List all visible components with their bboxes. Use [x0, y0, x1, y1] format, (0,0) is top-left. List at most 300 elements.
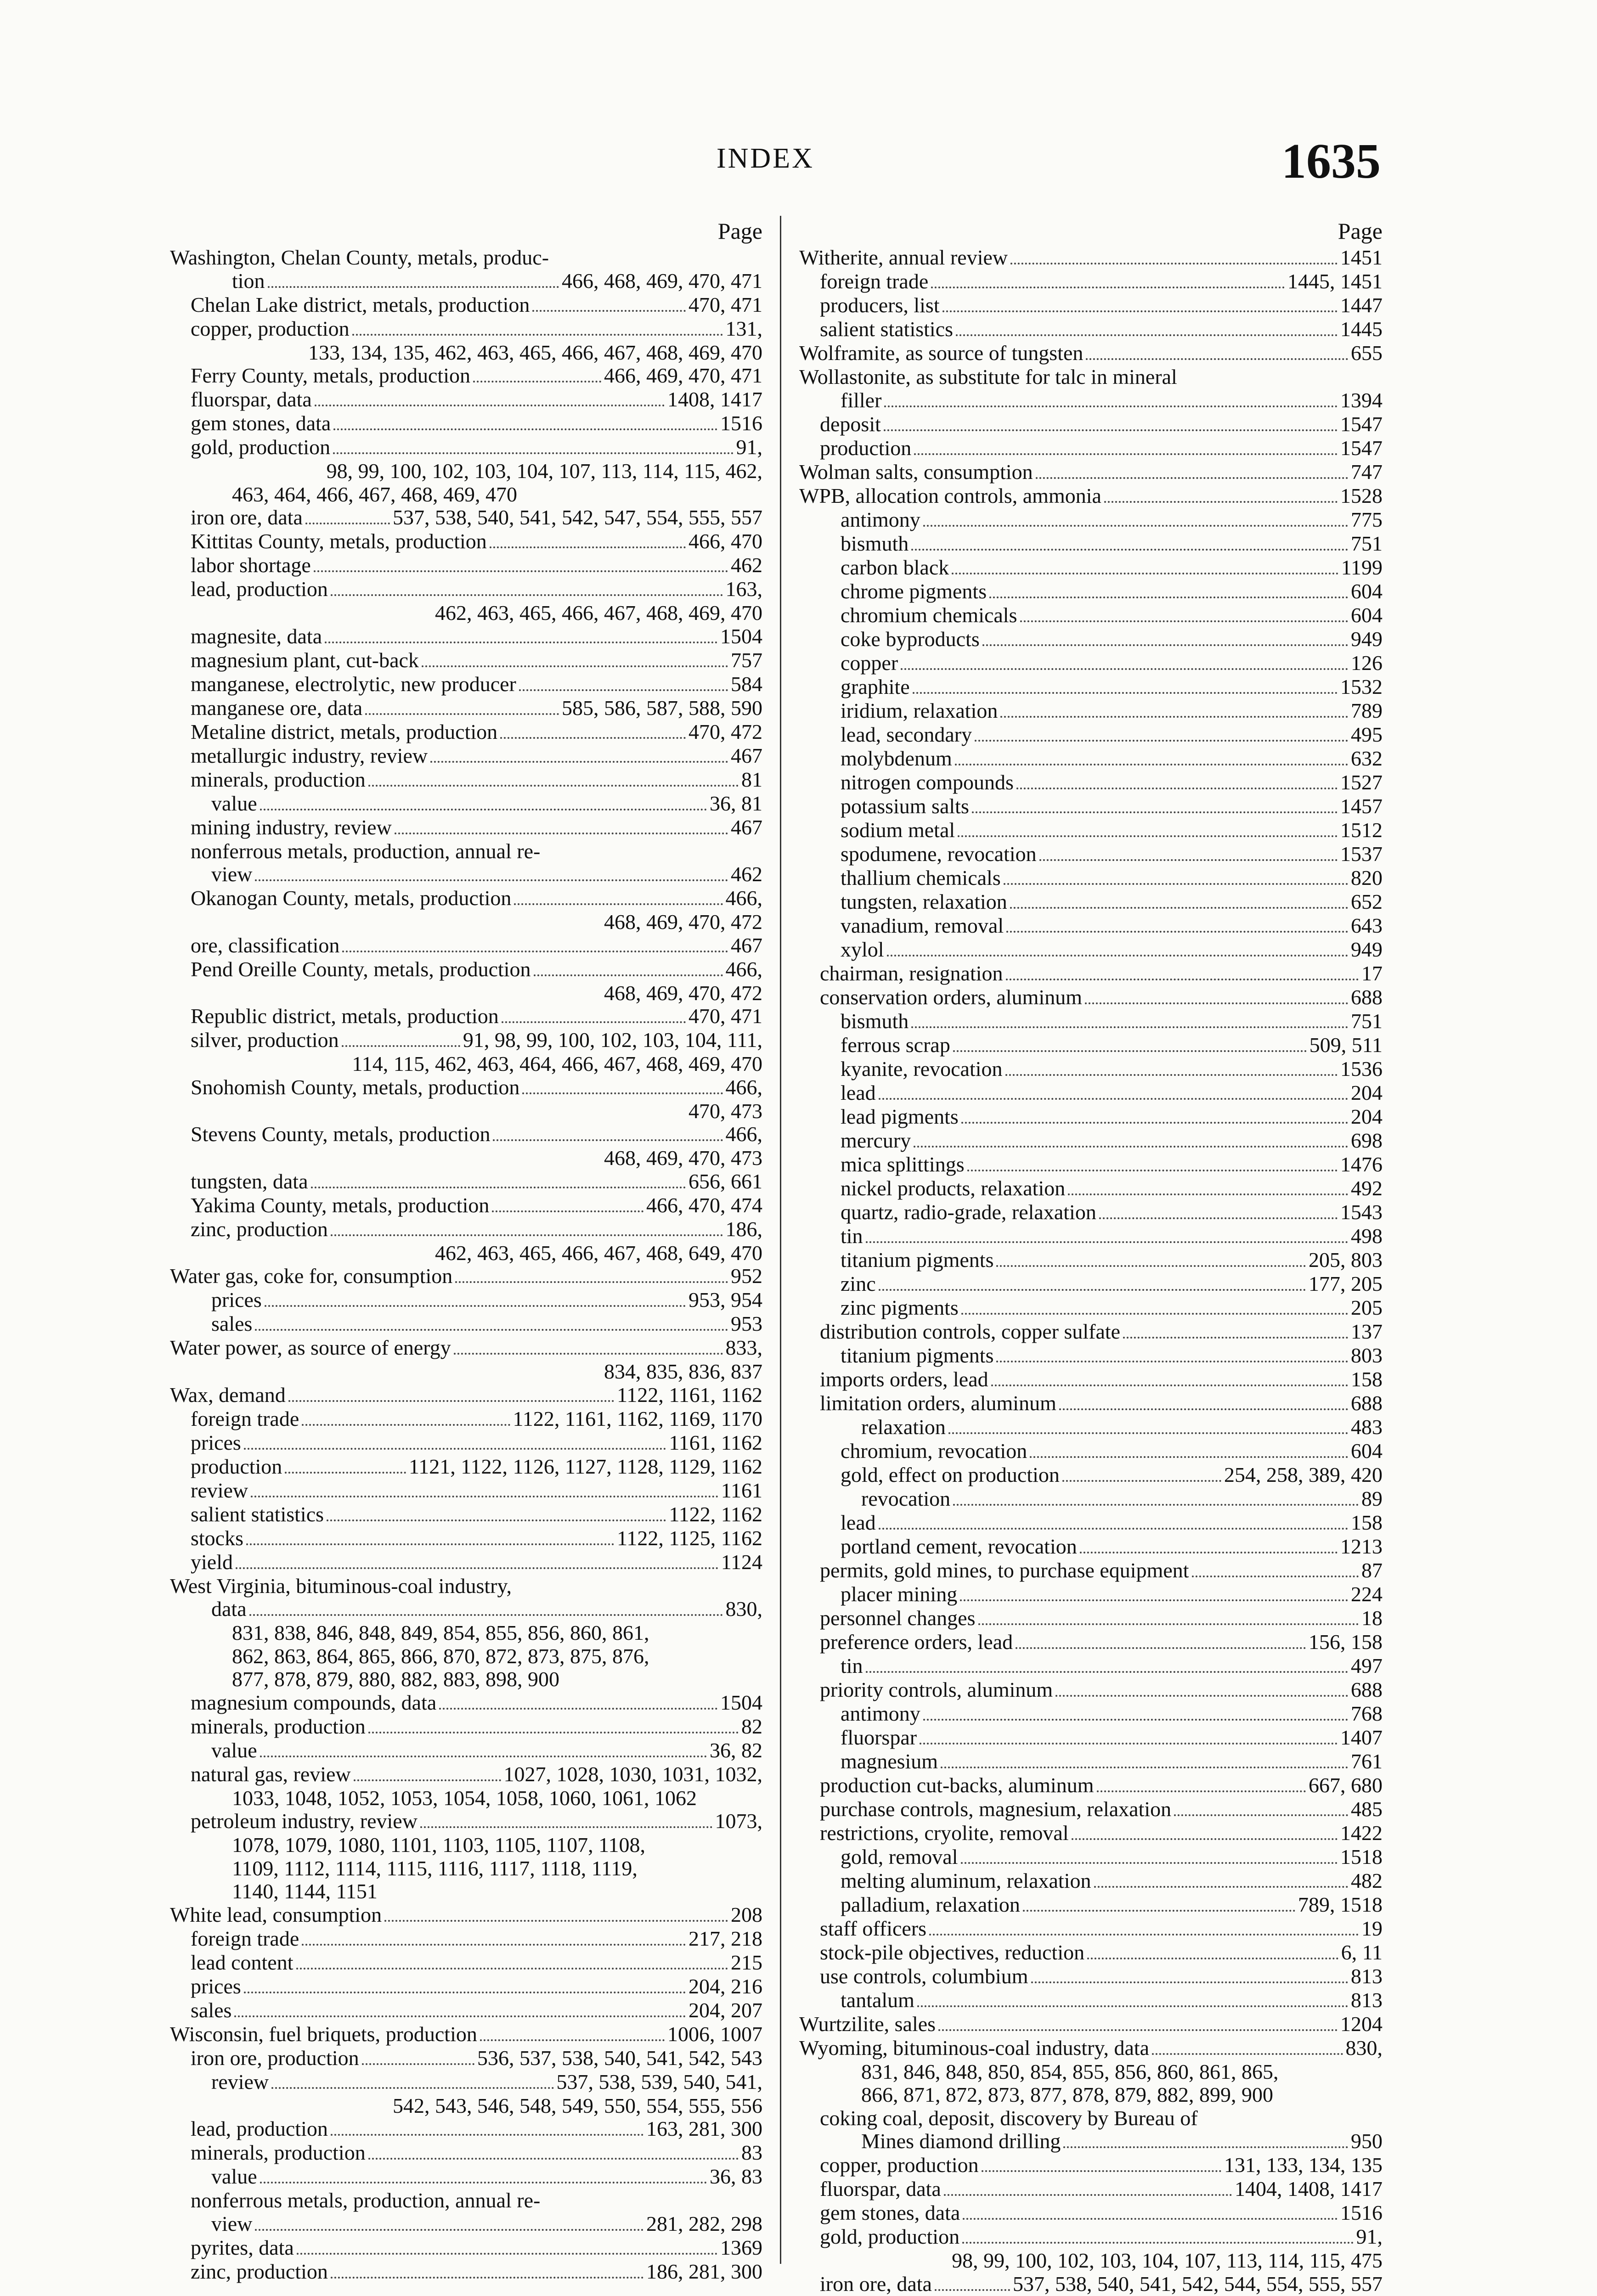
- entry-term: graphite: [841, 675, 910, 698]
- dot-leader: [362, 2063, 474, 2065]
- entry-pages: 803: [1351, 1343, 1383, 1367]
- entry-pages: 254, 258, 389, 420: [1224, 1463, 1383, 1486]
- dot-leader: [1031, 1981, 1348, 1983]
- dot-leader: [1055, 1695, 1348, 1697]
- index-entry: [799, 1487, 1383, 1511]
- entry-pages: 953, 954: [688, 1288, 762, 1311]
- entry-pages: 688: [1351, 1391, 1383, 1415]
- entry-term: White lead, consumption: [170, 1902, 382, 1926]
- index-entry: [170, 1194, 762, 1218]
- entry-term: portland cement, revocation: [841, 1534, 1077, 1558]
- index-entry: [799, 2037, 1383, 2060]
- index-entry: [170, 1575, 762, 1598]
- dot-leader: [395, 833, 728, 834]
- dot-leader: [1016, 788, 1337, 789]
- page-refs-continued: 468, 469, 470, 472: [604, 981, 762, 1005]
- dot-leader: [961, 1862, 1338, 1864]
- index-entry: [170, 1384, 762, 1407]
- entry-term: lead pigments: [841, 1104, 959, 1128]
- entry-pages: 751: [1351, 531, 1383, 555]
- entry-term: Wollastonite, as substitute for talc in mineral: [799, 365, 1177, 388]
- entry-term: value: [211, 1738, 257, 1762]
- index-entry: [799, 819, 1383, 843]
- dot-leader: [1059, 1408, 1348, 1410]
- index-entry: [799, 413, 1383, 437]
- index-entry: [170, 1903, 762, 1927]
- entry-pages: 584: [731, 672, 762, 696]
- index-entry: [170, 1880, 762, 1903]
- entry-term: salient statistics: [820, 317, 954, 341]
- entry-term: value: [211, 791, 257, 815]
- dot-leader: [500, 737, 686, 739]
- entry-term: titanium pigments: [841, 1248, 994, 1272]
- page-refs-continued: 862, 863, 864, 865, 866, 870, 872, 873, 875, 876,: [232, 1644, 649, 1668]
- dot-leader: [1020, 620, 1349, 622]
- entry-pages: 208: [731, 1902, 762, 1926]
- entry-term: Wolframite, as source of tungsten: [799, 341, 1083, 365]
- page-column-label: Page: [717, 218, 762, 244]
- dot-leader: [420, 1826, 712, 1828]
- index-entry: [170, 649, 762, 673]
- entry-term: chromium, revocation: [841, 1439, 1027, 1463]
- entry-pages: 215: [731, 1950, 762, 1974]
- entry-term: manganese ore, data: [191, 696, 363, 720]
- index-entry: [799, 1869, 1383, 1893]
- entry-pages: 497: [1351, 1654, 1383, 1677]
- dot-leader: [866, 1241, 1348, 1243]
- index-entry: [170, 1975, 762, 1999]
- entry-pages: 186,: [725, 1217, 762, 1241]
- index-entry: [170, 2094, 762, 2118]
- index-entry: [799, 1941, 1383, 1965]
- index-entry: [799, 1058, 1383, 1081]
- index-entry: [170, 2189, 762, 2212]
- entry-term: production: [820, 436, 912, 460]
- dot-leader: [901, 668, 1348, 670]
- page-column-label: Page: [1337, 218, 1383, 244]
- entry-term: zinc, production: [191, 2259, 328, 2283]
- entry-term: Pend Oreille County, metals, production: [191, 957, 531, 981]
- entry-pages: 830,: [1345, 2036, 1383, 2060]
- index-entry: [170, 1857, 762, 1880]
- dot-leader: [271, 2087, 553, 2089]
- index-entry: [799, 1034, 1383, 1058]
- dot-leader: [1094, 1886, 1349, 1888]
- page-refs-continued: 834, 835, 836, 837: [604, 1360, 762, 1383]
- dot-leader: [982, 644, 1348, 646]
- entry-pages: 949: [1351, 937, 1383, 961]
- dot-leader: [1097, 1790, 1306, 1792]
- entry-pages: 1073,: [715, 1809, 762, 1833]
- page-refs-continued: 98, 99, 100, 102, 103, 104, 107, 113, 114, 115, 462,: [326, 459, 762, 483]
- entry-pages: 466, 469, 470, 471: [604, 364, 762, 387]
- index-entry: [170, 625, 762, 649]
- entry-term: gold, effect on production: [841, 1463, 1060, 1486]
- index-entry: [170, 388, 762, 412]
- index-entry: [799, 747, 1383, 771]
- dot-leader: [982, 2170, 1221, 2172]
- index-entry: [799, 294, 1383, 318]
- index-entry: [799, 843, 1383, 867]
- entry-term: thallium chemicals: [841, 866, 1001, 889]
- page-refs-continued: 462, 463, 465, 466, 467, 468, 469, 470: [435, 601, 762, 625]
- entry-term: xylol: [841, 937, 884, 961]
- index-entry: [799, 652, 1383, 675]
- dot-leader: [1006, 931, 1348, 933]
- entry-term: Chelan Lake district, metals, production: [191, 293, 530, 316]
- dot-leader: [879, 1528, 1348, 1530]
- entry-pages: 1122, 1161, 1162, 1169, 1170: [513, 1407, 762, 1430]
- index-entry: [799, 771, 1383, 795]
- index-entry: [799, 1416, 1383, 1440]
- dot-leader: [938, 2029, 1337, 2031]
- index-entry: [799, 1511, 1383, 1535]
- dot-leader: [502, 1021, 686, 1023]
- index-entry: [799, 1105, 1383, 1129]
- dot-leader: [422, 665, 728, 667]
- entry-term: fluorspar, data: [820, 2177, 941, 2200]
- dot-leader: [879, 1289, 1306, 1291]
- index-entry: [799, 1726, 1383, 1750]
- entry-pages: 656, 661: [688, 1169, 762, 1193]
- dot-leader: [962, 2242, 1353, 2244]
- entry-term: Washington, Chelan County, metals, produc-: [170, 246, 549, 269]
- entry-term: WPB, allocation controls, ammonia: [799, 484, 1101, 507]
- entry-pages: 224: [1351, 1582, 1383, 1606]
- dot-leader: [514, 903, 722, 905]
- index-entry: [799, 1678, 1383, 1702]
- entry-term: Water gas, coke for, consumption: [170, 1264, 453, 1288]
- index-entry: [799, 2225, 1383, 2249]
- dot-leader: [1006, 979, 1359, 980]
- entry-term: silver, production: [191, 1028, 339, 1052]
- index-entry: [170, 483, 762, 506]
- entry-pages: 1447: [1340, 293, 1383, 317]
- entry-term: mining industry, review: [191, 815, 392, 839]
- index-entry: [799, 986, 1383, 1010]
- entry-pages: 652: [1351, 889, 1383, 913]
- dot-leader: [327, 1519, 666, 1521]
- entry-term: zinc: [841, 1272, 876, 1295]
- index-entry: [799, 1535, 1383, 1559]
- index-entry: [799, 914, 1383, 938]
- index-entry: [799, 1798, 1383, 1822]
- entry-pages: 1476: [1340, 1152, 1383, 1176]
- dot-leader: [255, 2229, 643, 2231]
- entry-term: use controls, columbium: [820, 1964, 1028, 1988]
- dot-leader: [315, 405, 665, 406]
- dot-leader: [1085, 1002, 1348, 1004]
- index-entry: [799, 1344, 1383, 1368]
- entry-pages: 688: [1351, 985, 1383, 1009]
- entry-pages: 158: [1351, 1367, 1383, 1391]
- dot-leader: [1072, 1838, 1337, 1840]
- dot-leader: [1010, 907, 1348, 909]
- entry-pages: 462: [731, 862, 762, 886]
- entry-pages: 789, 1518: [1298, 1892, 1383, 1916]
- entry-pages: 655: [1351, 341, 1383, 365]
- entry-pages: 1006, 1007: [667, 2022, 762, 2046]
- entry-pages: 470, 472: [688, 720, 762, 743]
- index-entry: [799, 2130, 1383, 2154]
- index-entry: [170, 1052, 762, 1076]
- entry-pages: 466, 468, 469, 470, 471: [562, 269, 762, 293]
- entry-pages: 757: [731, 648, 762, 672]
- entry-pages: 688: [1351, 1677, 1383, 1701]
- index-entry: [799, 699, 1383, 723]
- index-entry: [170, 1503, 762, 1527]
- dot-leader: [246, 1543, 614, 1545]
- dot-leader: [1023, 1910, 1295, 1912]
- index-entry: [799, 1702, 1383, 1726]
- index-entry: [170, 1598, 762, 1621]
- index-entry: [799, 1249, 1383, 1272]
- page-refs-continued: 542, 543, 546, 548, 549, 550, 554, 555, 556: [393, 2093, 762, 2117]
- index-entry: [170, 412, 762, 436]
- dot-leader: [430, 761, 728, 763]
- dot-leader: [917, 2005, 1348, 2007]
- dot-leader: [1039, 859, 1337, 861]
- dot-leader: [331, 594, 723, 596]
- index-entry: [799, 795, 1383, 819]
- entry-pages: 789: [1351, 698, 1383, 722]
- entry-term: lead: [841, 1080, 876, 1104]
- entry-term: stock-pile objectives, reduction: [820, 1940, 1085, 1964]
- dot-leader: [1174, 1814, 1348, 1816]
- dot-leader: [365, 713, 559, 715]
- entry-pages: 470, 471: [688, 293, 762, 316]
- index-entry: [799, 1631, 1383, 1654]
- dot-leader: [1016, 1647, 1306, 1649]
- entry-pages: 462: [731, 553, 762, 577]
- index-entry: [170, 697, 762, 720]
- entry-term: value: [211, 2165, 257, 2188]
- entry-pages: 1199: [1341, 555, 1383, 579]
- entry-pages: 19: [1361, 1916, 1383, 1940]
- entry-pages: 498: [1351, 1224, 1383, 1248]
- entry-pages: 205, 803: [1309, 1248, 1383, 1272]
- column-divider: [780, 216, 781, 2264]
- dot-leader: [384, 1920, 728, 1922]
- dot-leader: [1004, 883, 1348, 885]
- dot-leader: [244, 1992, 686, 1993]
- entry-term: review: [211, 2070, 269, 2093]
- dot-leader: [297, 2253, 717, 2255]
- dot-leader: [1086, 358, 1348, 360]
- dot-leader: [268, 286, 559, 288]
- entry-pages: 509, 511: [1309, 1033, 1383, 1057]
- dot-leader: [439, 1708, 717, 1710]
- dot-leader: [333, 452, 733, 454]
- entry-term: tungsten, relaxation: [841, 889, 1007, 913]
- dot-leader: [302, 1944, 686, 1946]
- index-entry: [799, 1392, 1383, 1416]
- entry-term: prices: [191, 1974, 241, 1998]
- entry-term: gold, production: [820, 2225, 960, 2248]
- index-entry: [799, 1750, 1383, 1774]
- entry-pages: 820: [1351, 866, 1383, 889]
- index-entry: [170, 1715, 762, 1739]
- entry-term: Wax, demand: [170, 1383, 286, 1407]
- entry-term: nitrogen compounds: [841, 770, 1014, 794]
- index-entry: [170, 2117, 762, 2141]
- entry-pages: 747: [1351, 460, 1383, 484]
- entry-pages: 17: [1361, 961, 1383, 985]
- entry-term: tungsten, data: [191, 1169, 308, 1193]
- index-entry: [170, 1691, 762, 1715]
- index-entry: [799, 1177, 1383, 1201]
- index-entry: [170, 436, 762, 460]
- dot-leader: [249, 1614, 723, 1616]
- entry-pages: 1394: [1340, 388, 1383, 412]
- entry-term: ore, classification: [191, 933, 340, 957]
- entry-pages: 6, 11: [1341, 1940, 1383, 1964]
- entry-term: tantalum: [841, 1988, 914, 2012]
- entry-pages: 467: [731, 743, 762, 767]
- dot-leader: [342, 1045, 460, 1047]
- entry-pages: 698: [1351, 1128, 1383, 1152]
- entry-term: iridium, relaxation: [841, 698, 998, 722]
- dot-leader: [302, 1424, 510, 1426]
- entry-term: Mines diamond drilling: [861, 2129, 1061, 2153]
- entry-pages: 1536: [1340, 1057, 1383, 1080]
- index-entry: [799, 342, 1383, 366]
- entry-pages: 632: [1351, 746, 1383, 770]
- entry-term: Witherite, annual review: [799, 246, 1008, 269]
- entry-term: yield: [191, 1550, 233, 1574]
- dot-leader: [941, 1767, 1348, 1768]
- entry-term: pyrites, data: [191, 2235, 294, 2259]
- entry-term: natural gas, review: [191, 1762, 351, 1786]
- index-entry: [170, 530, 762, 554]
- index-entry: [170, 1336, 762, 1360]
- entry-term: Kittitas County, metals, production: [191, 529, 487, 553]
- index-entry: [799, 1272, 1383, 1296]
- index-entry: [170, 364, 762, 388]
- dot-leader: [972, 811, 1337, 813]
- index-entry: [170, 506, 762, 530]
- entry-pages: 1516: [1340, 2201, 1383, 2224]
- entry-pages: 1547: [1340, 436, 1383, 460]
- entry-pages: 1161: [721, 1478, 762, 1502]
- index-entry: [170, 602, 762, 625]
- entry-term: relaxation: [861, 1415, 946, 1439]
- entry-term: West Virginia, bituminous-coal industry,: [170, 1574, 512, 1598]
- dot-leader: [311, 1187, 686, 1188]
- index-entry: [799, 508, 1383, 532]
- entry-term: conservation orders, aluminum: [820, 985, 1083, 1009]
- entry-pages: 18: [1361, 1606, 1383, 1630]
- dot-leader: [996, 1265, 1306, 1267]
- index-entry: [799, 628, 1383, 652]
- entry-term: Ferry County, metals, production: [191, 364, 470, 387]
- dot-leader: [473, 381, 601, 383]
- page-refs-continued: 1033, 1048, 1052, 1053, 1054, 1058, 1060, 1061, 1062: [232, 1786, 697, 1810]
- index-entry: [170, 2260, 762, 2284]
- entry-term: tin: [841, 1654, 863, 1677]
- index-entry: [170, 1810, 762, 1834]
- index-entry: [799, 2083, 1383, 2107]
- index-entry: [799, 461, 1383, 484]
- index-entry: [799, 389, 1383, 413]
- entry-term: staff officers: [820, 1916, 927, 1940]
- entry-term: coke byproducts: [841, 627, 980, 651]
- index-entry: [170, 460, 762, 483]
- entry-term: revocation: [861, 1486, 951, 1510]
- entry-pages: 953: [731, 1312, 762, 1335]
- entry-pages: 1122, 1161, 1162: [617, 1383, 762, 1407]
- index-entry: [799, 2273, 1383, 2296]
- index-entry: [170, 1551, 762, 1575]
- dot-leader: [260, 2182, 707, 2183]
- entry-term: carbon black: [841, 555, 949, 579]
- index-entry: [799, 484, 1383, 508]
- dot-leader: [991, 1384, 1348, 1386]
- entry-term: minerals, production: [191, 1714, 366, 1738]
- index-entry: [170, 1621, 762, 1645]
- index-entry: [170, 1265, 762, 1289]
- index-entry: [170, 792, 762, 816]
- dot-leader: [333, 428, 717, 430]
- entry-term: lead, production: [191, 577, 328, 601]
- index-entry: [170, 2071, 762, 2094]
- index-entry: [170, 1668, 762, 1691]
- index-entry: [799, 1583, 1383, 1607]
- index-entry: [170, 840, 762, 863]
- entry-term: quartz, radio-grade, relaxation: [841, 1200, 1096, 1224]
- index-entry: [170, 1999, 762, 2023]
- index-entry: [170, 1360, 762, 1384]
- entry-pages: 1445, 1451: [1287, 270, 1383, 293]
- dot-leader: [953, 1504, 1359, 1506]
- entry-pages: 1204: [1340, 2012, 1383, 2036]
- index-entry: [170, 911, 762, 934]
- entry-pages: 131,: [725, 316, 762, 340]
- dot-leader: [935, 2289, 1010, 2291]
- index-entry: [170, 1123, 762, 1147]
- entry-term: palladium, relaxation: [841, 1892, 1020, 1916]
- entry-term: iron ore, data: [191, 506, 303, 529]
- entry-pages: 204, 216: [688, 1974, 762, 1998]
- entry-term: minerals, production: [191, 2141, 366, 2164]
- index-entry: [170, 1407, 762, 1431]
- entry-term: zinc, production: [191, 1217, 328, 1241]
- entry-term: Republic district, metals, production: [191, 1004, 499, 1028]
- entry-pages: 1124: [721, 1550, 762, 1574]
- entry-pages: 536, 537, 538, 540, 541, 542, 543: [477, 2046, 762, 2070]
- entry-pages: 126: [1351, 651, 1383, 675]
- index-entry: [170, 673, 762, 697]
- page-header: [0, 134, 1597, 193]
- dot-leader: [352, 334, 723, 336]
- entry-term: chrome pigments: [841, 579, 987, 603]
- index-column-left: [170, 216, 762, 2284]
- dot-leader: [234, 2015, 686, 2017]
- index-entry: [170, 2023, 762, 2047]
- dot-leader: [923, 525, 1348, 527]
- entry-term: copper, production: [191, 316, 350, 340]
- entry-pages: 949: [1351, 627, 1383, 651]
- dot-leader: [944, 2194, 1232, 2196]
- entry-term: fluorspar, data: [191, 388, 312, 411]
- entry-pages: 775: [1351, 507, 1383, 531]
- entry-term: permits, gold mines, to purchase equipment: [820, 1558, 1189, 1582]
- entry-term: Wolman salts, consumption: [799, 460, 1033, 484]
- index-entry: [799, 2013, 1383, 2037]
- dot-leader: [879, 1098, 1348, 1100]
- dot-leader: [953, 1050, 1307, 1052]
- index-entry: [170, 2165, 762, 2189]
